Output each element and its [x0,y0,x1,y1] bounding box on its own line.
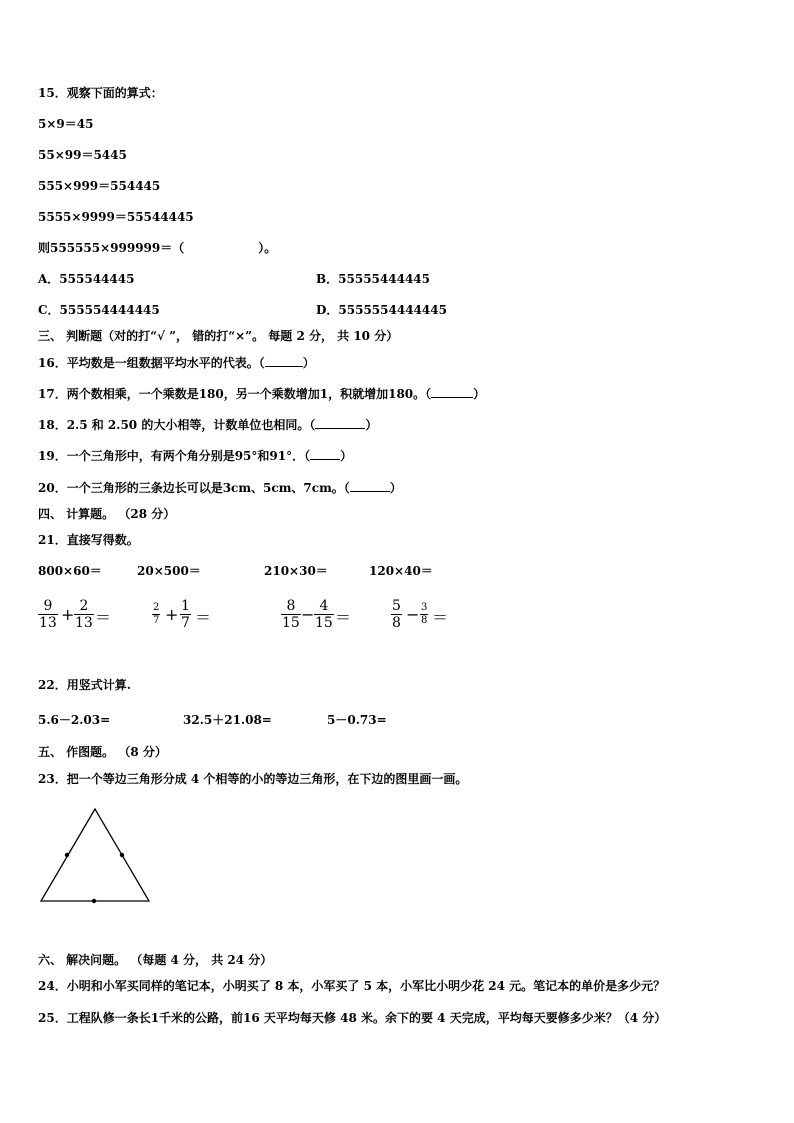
midpoint-right-dot [120,853,124,857]
q15-question [38,240,276,256]
section3-title: 三、 判断题（对的打“√ ”， 错的打“×”。 每题 2 分， 共 10 分） [38,329,399,343]
q15-ask-prefix: 则555555×999999＝（ [38,241,185,255]
numerator: 4 [319,598,329,614]
q20 [38,480,402,496]
denominator: 13 [39,615,57,631]
q21-fraction-2a [152,602,160,627]
denominator: 15 [282,615,300,631]
q21-equals-4: ＝ [432,608,449,627]
section4-title: 四、 计算题。 （28 分） [38,507,176,521]
numerator: 1 [181,598,190,614]
q21-calc-1: 800×60＝ [38,564,102,578]
q16-answer-blank[interactable] [265,355,303,367]
q19-answer-blank[interactable] [310,448,340,460]
section5-title: 五、 作图题。 （8 分） [38,745,167,759]
q15-option-c[interactable]: C．555554444445 [38,303,160,317]
q21-calc-2: 20×500＝ [137,564,201,578]
q15-line-4: 5555×9999＝55544445 [38,210,194,224]
q16 [38,355,315,371]
q21-calc-4: 120×40＝ [369,564,433,578]
q22-item-1: 5.6－2.03= [38,713,111,727]
q22-item-3: 5－0.73= [327,713,387,727]
q22-title: 22．用竖式计算. [38,678,131,692]
q25-text: 25．工程队修一条长1千米的公路，前16 天平均每天修 48 米。余下的要 4 天完成，平均每天要修多少米？（4 分） [38,1011,667,1025]
q16-close: ） [302,356,315,370]
q21-calc-3: 210×30＝ [264,564,328,578]
q21-operator-2: + [165,605,179,624]
equilateral-triangle-figure [38,806,154,906]
numerator: 3 [421,602,428,613]
denominator: 15 [315,615,333,631]
q21-operator-1: + [61,605,75,624]
q20-text: 20．一个三角形的三条边长可以是3cm、5cm、7cm。（ [38,481,350,495]
q17-text: 17．两个数相乘，一个乘数是180，另一个乘数增加1，积就增加180。（ [38,387,432,401]
denominator: 8 [421,615,428,626]
q18-answer-blank[interactable] [315,417,365,429]
q15-line-3: 555×999＝554445 [38,179,161,193]
q21-fraction-4a [391,598,402,631]
section6-title: 六、 解决问题。 （每题 4 分， 共 24 分） [38,953,273,967]
q16-text: 16．平均数是一组数据平均水平的代表。（ [38,356,265,370]
q21-fraction-1b [74,598,94,631]
q18 [38,417,377,433]
q15-line-2: 55×99＝5445 [38,148,127,162]
q20-close: ） [389,481,402,495]
q19 [38,448,352,464]
q21-fraction-1a [38,598,58,631]
q21-equals-1: ＝ [95,608,112,627]
numerator: 8 [286,598,296,614]
midpoint-bottom-dot [92,899,96,903]
numerator: 9 [43,598,53,614]
q21-title: 21．直接写得数。 [38,533,139,547]
numerator: 2 [79,598,89,614]
q15-option-b[interactable]: B．55555444445 [316,272,430,286]
q22-item-2: 32.5＋21.08= [183,713,272,727]
q21-operator-4: − [406,605,420,624]
q21-fraction-3a [281,598,301,631]
numerator: 5 [392,598,401,614]
q17 [38,386,485,402]
denominator: 7 [181,615,190,631]
q15-title: 15．观察下面的算式： [38,86,163,100]
denominator: 7 [153,615,160,626]
triangle-outline [41,809,149,901]
q24-text: 24．小明和小军买同样的笔记本，小明买了 8 本，小军买了 5 本，小军比小明少花 24 元。笔记本的单价是多少元？ [38,979,666,993]
midpoint-left-dot [65,853,69,857]
q21-fraction-2b [180,598,191,631]
q21-fraction-4b [420,602,428,627]
q15-line-1: 5×9＝45 [38,117,94,131]
q18-close: ） [365,418,378,432]
denominator: 8 [392,615,401,631]
q21-equals-3: ＝ [335,608,352,627]
q23-text: 23．把一个等边三角形分成 4 个相等的小的等边三角形，在下边的图里画一画。 [38,772,468,786]
q19-text: 19．一个三角形中，有两个角分别是95°和91°．（ [38,449,311,463]
q17-close: ） [473,387,486,401]
q19-close: ） [340,449,353,463]
q15-option-d[interactable]: D．5555554444445 [316,303,447,317]
q15-option-a[interactable]: A．555544445 [38,272,135,286]
denominator: 13 [75,615,93,631]
q21-equals-2: ＝ [195,608,212,627]
q20-answer-blank[interactable] [350,480,390,492]
q17-answer-blank[interactable] [431,386,473,398]
q21-fraction-3b [314,598,334,631]
q18-text: 18．2.5 和 2.50 的大小相等，计数单位也相同。（ [38,418,316,432]
numerator: 2 [153,602,160,613]
q21-operator-3: − [301,605,315,624]
q15-ask-suffix: ）。 [258,241,277,255]
